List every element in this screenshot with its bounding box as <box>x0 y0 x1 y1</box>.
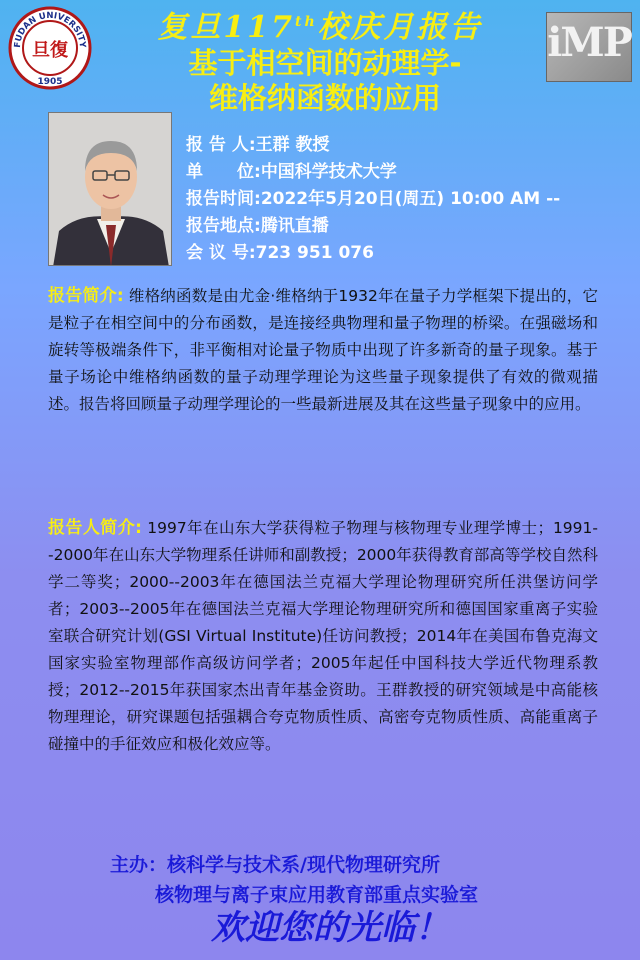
bio-text: 1997年在山东大学获得粒子物理与核物理专业理学博士；1991--2000年在山东大学物理系任讲师和副教授；2000年获得教育部高等学校自然科学二等奖；2000--2003年在德国法兰克福大学理论物理研究所任洪堡访问学者；2003--2005年在德国法兰克福大学理论物理研究所和德国国家重离子实验室联合研究计划(GSI Virtual Institute)任访问教授；2014年在美国布鲁克海文国家实验室物理部作高级访问学者；2005年起任中国科技大学近代物理系教授；2012--2015年获国家杰出青年基金资助。王群教授的研究领域是中高能核物理理论，研究课题包括强耦合夸克物质性质、高密夸克物质性质、高能重离子碰撞中的手征效应和极化效应等。 <box>48 519 598 753</box>
speaker-label: 报 告 人: <box>186 135 256 155</box>
abstract-text: 维格纳函数是由尤金·维格纳于1932年在量子力学框架下提出的，它是粒子在相空间中的分布函数，是连接经典物理和量子物理的桥梁。在强磁场和旋转等极端条件下，非平衡相对论量子物质中出现了许多新奇的量子现象。基于量子场论中维格纳函数的量子动理学理论为这些量子现象提供了有效的微观描述。报告将回顾量子动理学理论的一些最新进展及其在这些量子现象中的应用。 <box>48 287 598 413</box>
meeting-value: 723 951 076 <box>255 243 374 263</box>
host-line2: 核物理与离子束应用教育部重点实验室 <box>155 884 479 906</box>
logo-left-center: 旦復 <box>32 40 68 61</box>
bio-heading: 报告人简介: <box>48 518 142 538</box>
event-title <box>120 2 520 45</box>
speaker-row <box>186 132 626 159</box>
event-title-sup: th <box>294 14 318 30</box>
meeting-row <box>186 240 626 267</box>
speaker-photo <box>48 112 172 266</box>
talk-title-line2: 维格纳函数的应用 <box>208 81 441 115</box>
abstract-section <box>48 283 598 418</box>
imp-logo <box>546 12 632 82</box>
event-title-suffix: 校庆月报告 <box>317 10 483 45</box>
place-value: 腾讯直播 <box>260 216 329 236</box>
logo-left-year: 1905 <box>37 77 63 87</box>
place-row <box>186 213 626 240</box>
time-value: 2022年5月20日(周五) 10:00 AM -- <box>260 189 561 209</box>
host-info <box>110 850 570 910</box>
talk-info <box>186 132 626 267</box>
event-title-prefix: 复旦117 <box>157 10 295 45</box>
unit-row <box>186 159 626 186</box>
unit-label: 单 位: <box>186 162 261 182</box>
abstract-heading: 报告简介: <box>48 286 124 306</box>
imp-logo-text: iMP <box>547 19 631 66</box>
speaker-value: 王群 教授 <box>255 135 330 155</box>
bio-section <box>48 515 598 758</box>
meeting-label: 会 议 号: <box>186 243 256 263</box>
logo-left-top-text: FUDAN UNIVERSITY <box>12 10 88 49</box>
host-line1: 主办：核科学与技术系/现代物理研究所 <box>110 854 440 876</box>
fudan-logo <box>8 6 92 90</box>
talk-title-line1: 基于相空间的动理学- <box>188 46 462 80</box>
welcome-text: 欢迎您的光临！ <box>211 908 449 948</box>
talk-title <box>130 46 520 116</box>
time-row <box>186 186 626 213</box>
place-label: 报告地点: <box>186 216 261 236</box>
unit-value: 中国科学技术大学 <box>260 162 397 182</box>
time-label: 报告时间: <box>186 189 261 209</box>
